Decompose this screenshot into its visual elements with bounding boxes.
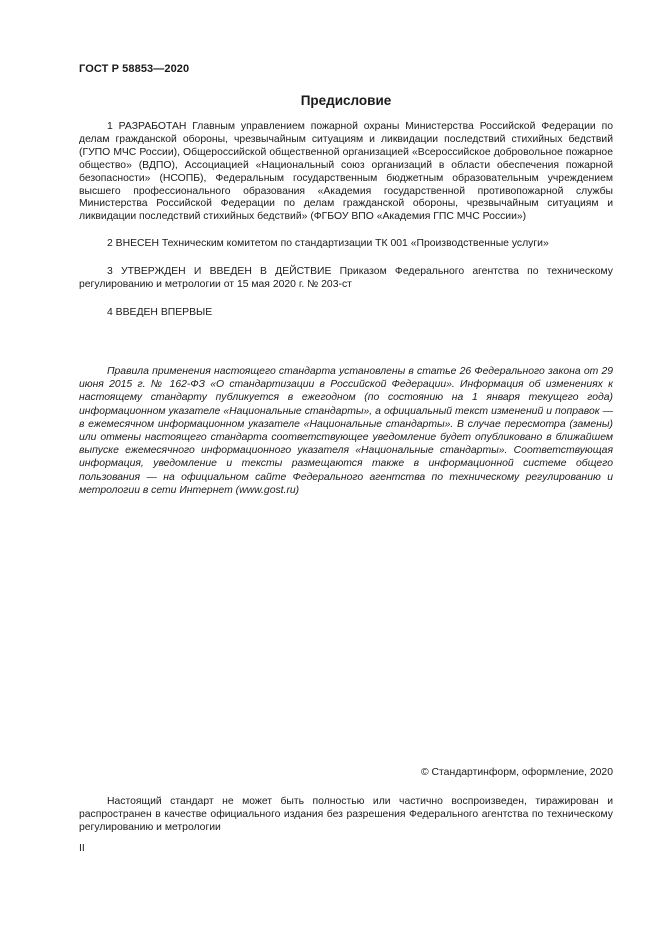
page-number: II	[79, 843, 85, 854]
paragraph-introduced-by: 2 ВНЕСЕН Техническим комитетом по стандартизации ТК 001 «Производственные услуги»	[107, 238, 549, 249]
copyright-line: © Стандартинформ, оформление, 2020	[420, 767, 613, 778]
reproduction-notice: Настоящий стандарт не может быть полностью или частично воспроизведен, тиражирован и распространен в качестве официального издания без разрешения Федерального агентства по техническому регулированию и метрологии	[79, 796, 613, 833]
application-rules-notice: Правила применения настоящего стандарта установлены в статье 26 Федерального закона от 29 июня 2015 г. № 162-ФЗ «О стандартизации в Российской Федерации». Информация об изменениях к настоящему стандарту публикуется в ежегодном (по состоянию на 1 января текущего года) информационном указателе «Национальные стандарты», а официальный текст изменений и поправок — в ежемесячном информационном указателе «Национальные стандарты». В случае пересмотра (замены) или отмены настоящего стандарта соответствующее уведомление будет опубликовано в ближайшем выпуске ежемесячного информационного указателя «Национальные стандарты». Соответствующая информация, уведомление и тексты размещаются также в информационной системе общего пользования — на официальном сайте Федерального агентства по техническому регулированию и метрологии в сети Интернет (www.gost.ru)	[79, 366, 613, 496]
document-code: ГОСТ Р 58853—2020	[79, 63, 190, 75]
paragraph-developed-by: 1 РАЗРАБОТАН Главным управлением пожарной охраны Министерства Российской Федерации по делам гражданской обороны, чрезвычайным ситуациям и ликвидации последствий стихийных бедствий (ГУПО МЧС России), Общероссийской общественной организацией «Всероссийское добровольное пожарное общество» (ВДПО), Ассоциацией «Национальный союз организаций в области обеспечения пожарной безопасности» (НСОПБ), Федеральным государственным бюджетным образовательным учреждением высшего профессионального образования «Академия государственной противопожарной службы Министерства Российской Федерации по делам гражданской обороны, чрезвычайным ситуациям и ликвидации последствий стихийных бедствий» (ФГБОУ ВПО «Академия ГПС МЧС России»)	[79, 121, 613, 223]
page-title: Предисловие	[300, 93, 392, 108]
paragraph-first-introduced: 4 ВВЕДЕН ВПЕРВЫЕ	[107, 307, 213, 318]
paragraph-approved: 3 УТВЕРЖДЕН И ВВЕДЕН В ДЕЙСТВИЕ Приказом Федерального агентства по техническому регулированию и метрологии от 15 мая 2020 г. № 203-ст	[79, 266, 613, 290]
